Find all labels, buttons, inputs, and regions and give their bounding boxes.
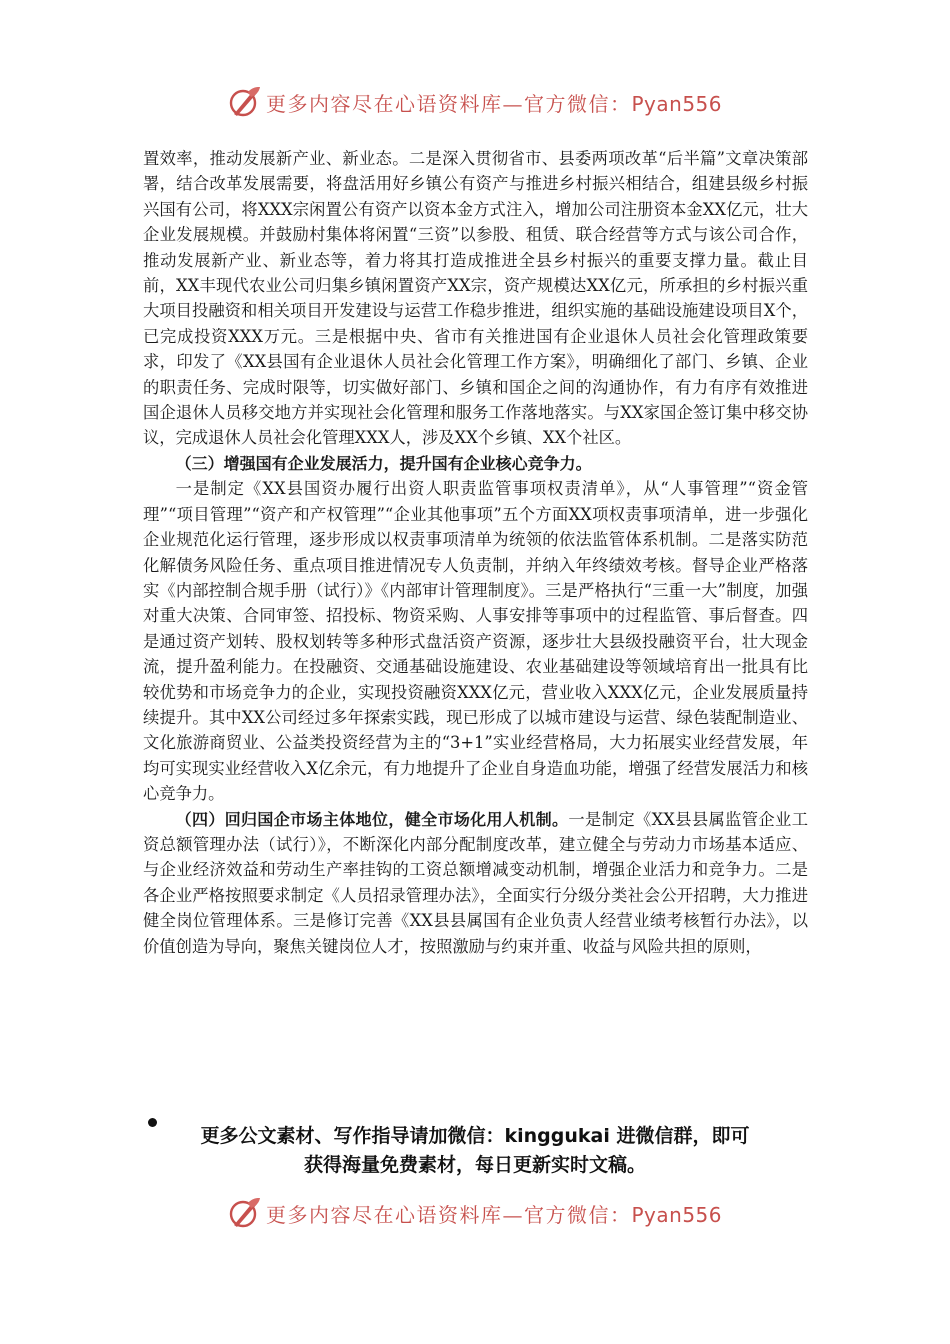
footer-wechat-id: Pyan556 <box>631 1203 723 1227</box>
section-heading-3 <box>143 451 808 476</box>
header-banner-text <box>266 88 722 117</box>
pen-quill-logo-icon <box>226 84 262 120</box>
header-banner <box>0 82 950 122</box>
promo-line-1: 更多公文素材、写作指导请加微信：kinggukai 进微信群，即可 <box>200 1125 750 1147</box>
paragraph-section-4 <box>143 807 808 959</box>
footer-banner-label: 更多内容尽在心语资料库—官方微信： <box>266 1203 632 1227</box>
section-heading-4: （四）回归国企市场主体地位，健全市场化用人机制。 <box>175 809 569 829</box>
paragraph-section-3: 一是制定《XX县国资办履行出资人职责监管事项权责清单》，从“人事管理”“资金管理”“项目管理”“资产和产权管理”“企业其他事项”五个方面XX项权责事项清单，进一步强化企业规范化运行管理，逐步形成以权责事项清单为统领的依法监管体系机制。二是落实防范化解债务风险任务、重点项目推进情况专人负责制，并纳入年终绩效考核。督导企业严格落实《内部控制合规手册（试行）》《内部审计管理制度》。三是严格执行“三重一大”制度，加强对重大决策、合同审签、招投标、物资采购、人事安排等事项中的过程监管、事后督查。四是通过资产划转、股权划转等多种形式盘活资产资源，逐步壮大县级投融资平台，壮大现金流，提升盈利能力。在投融资、交通基础设施建设、农业基础建设等领域培育出一批具有比较优势和市场竞争力的企业，实现投资融资XXX亿元，营业收入XXX亿元，企业发展质量持续提升。其中XX公司经过多年探索实践，现已形成了以城市建设与运营、绿色装配制造业、文化旅游商贸业、公益类投资经营为主的“3+1”实业经营格局，大力拓展实业经营发展，年均可实现实业经营收入X亿余元，有力地提升了企业自身造血功能，增强了经营发展活力和核心竞争力。 <box>143 479 808 804</box>
pen-quill-logo-icon <box>226 1195 262 1231</box>
section-heading-3-text: （三）增强国有企业发展活力，提升国有企业核心竞争力。 <box>175 453 592 473</box>
header-banner-label: 更多内容尽在心语资料库—官方微信： <box>266 92 632 116</box>
header-wechat-id: Pyan556 <box>631 92 723 116</box>
paragraph-continuation: 置效率，推动发展新产业、新业态。二是深入贯彻省市、县委两项改革“后半篇”文章决策部署，结合改革发展需要，将盘活用好乡镇公有资产与推进乡村振兴相结合，组建县级乡村振兴国有公司，将XXX宗闲置公有资产以资本金方式注入，增加公司注册资本金XX亿元，壮大企业发展规模。并鼓励村集体将闲置“三资”以参股、租赁、联合经营等方式与该公司合作，推动发展新产业、新业态等，着力将其打造成推进全县乡村振兴的重要支撑力量。截止目前，XX丰现代农业公司归集乡镇闲置资产XX宗，资产规模达XX亿元，所承担的乡村振兴重大项目投融资和相关项目开发建设与运营工作稳步推进，组织实施的基础设施建设项目X个，已完成投资XXX万元。三是根据中央、省市有关推进国有企业退休人员社会化管理政策要求，印发了《XX县国有企业退休人员社会化管理工作方案》，明确细化了部门、乡镇、企业的职责任务、完成时限等，切实做好部门、乡镇和国企之间的沟通协作，有力有序有效推进国企退休人员移交地方并实现社会化管理和服务工作落地落实。与XX家国企签订集中移交协议，完成退休人员社会化管理XXX人，涉及XX个乡镇、XX个社区。 <box>143 149 808 448</box>
paragraph-section-4-text: 一是制定《XX县县属监管企业工资总额管理办法（试行）》，不断深化内部分配制度改革，建立健全与劳动力市场基本适应、与企业经济效益和劳动生产率挂钩的工资总额增减变动机制，增强企业活力和竞争力。二是各企业严格按照要求制定《人员招录管理办法》，全面实行分级分类社会公开招聘，大力推进健全岗位管理体系。三是修订完善《XX县县属国有企业负责人经营业绩考核暂行办法》，以价值创造为导向，聚焦关键岗位人才，按照激励与约束并重、收益与风险共担的原则， <box>143 809 808 956</box>
footer-banner-text <box>266 1199 722 1228</box>
document-body <box>143 146 808 959</box>
promo-line-2: 获得海量免费素材，每日更新实时文稿。 <box>303 1154 646 1176</box>
footer-banner <box>0 1193 950 1233</box>
promo-text <box>140 1122 810 1180</box>
